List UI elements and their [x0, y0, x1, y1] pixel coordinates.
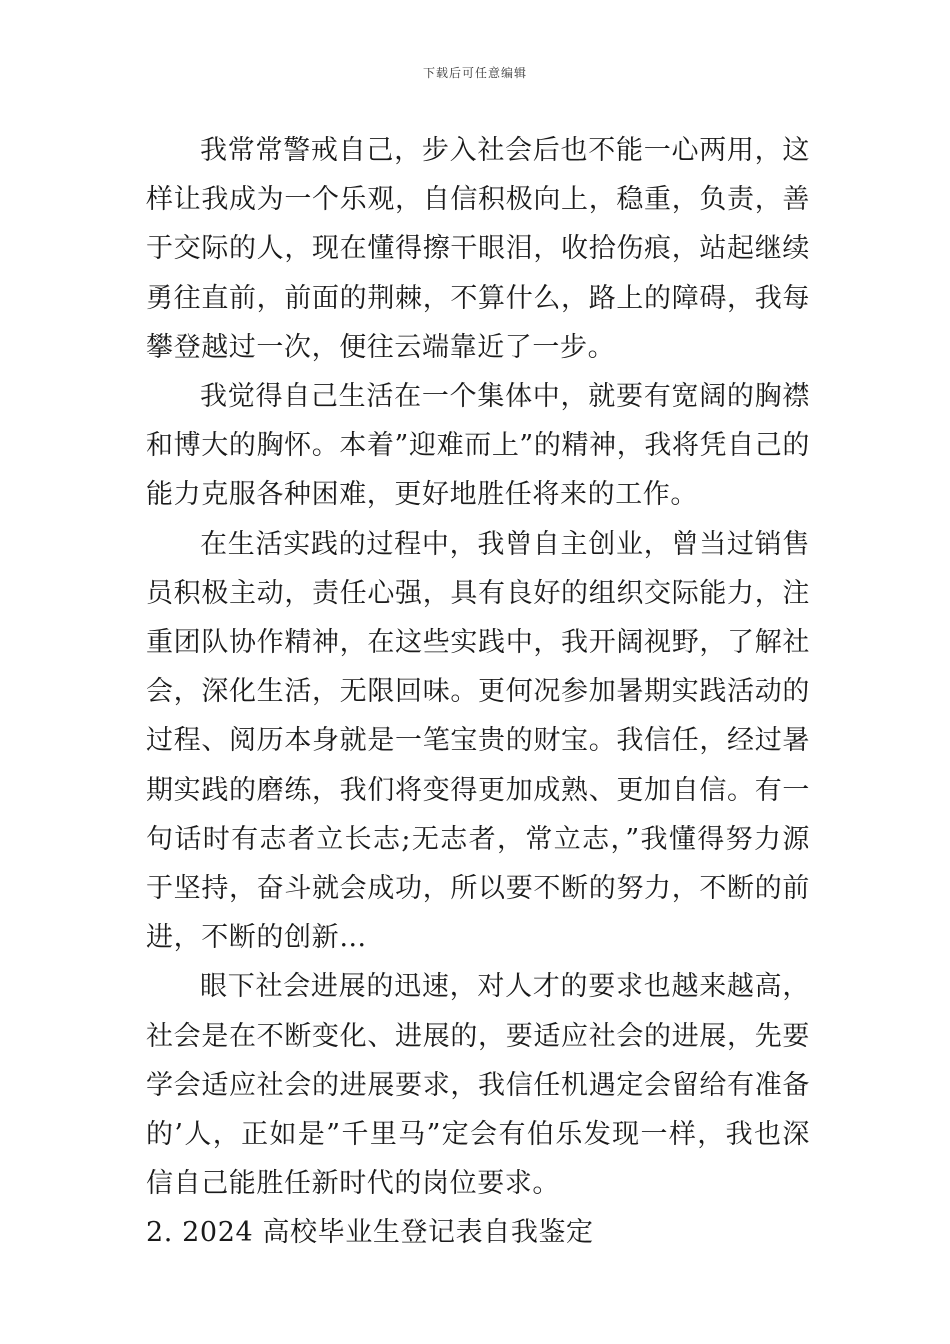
paragraph-1: 我常常警戒自己，步入社会后也不能一心两用，这样让我成为一个乐观，自信积极向上，稳重，负责，善于交际的人，现在懂得擦干眼泪，收拾伤痕，站起继续勇往直前，前面的荆棘，不算什么，路上的障碍，我每攀登越过一次，便往云端靠近了一步。 [146, 135, 810, 363]
page-header: 下载后可任意编辑 [422, 66, 527, 80]
paragraph-3: 在生活实践的过程中，我曾自主创业，曾当过销售员积极主动，责任心强，具有良好的组织交际能力，注重团队协作精神，在这些实践中，我开阔视野，了解社会，深化生活，无限回味。更何况参加暑期实践活动的过程、阅历本身就是一笔宝贵的财宝。我信任，经过暑期实践的磨练，我们将变得更加成熟、更加自信。有一句话时有志者立长志;无志者，常立志，”我懂得努力源于坚持，奋斗就会成功，所以要不断的努力，不断的前进，不断的创新… [146, 528, 810, 954]
paragraph-2: 我觉得自己生活在一个集体中，就要有宽阔的胸襟和博大的胸怀。本着”迎难而上”的精神，我将凭自己的能力克服各种困难，更好地胜任将来的工作。 [146, 381, 810, 511]
section-heading: 2. 2024 高校毕业生登记表自我鉴定 [146, 1217, 594, 1249]
paragraph-4: 眼下社会进展的迅速，对人才的要求也越来越高，社会是在不断变化、进展的，要适应社会的进展，先要学会适应社会的进展要求，我信任机遇定会留给有准备的’人，正如是”千里马”定会有伯乐发现一样，我也深信自己能胜任新时代的岗位要求。 [146, 971, 810, 1200]
document-body [146, 126, 810, 1258]
